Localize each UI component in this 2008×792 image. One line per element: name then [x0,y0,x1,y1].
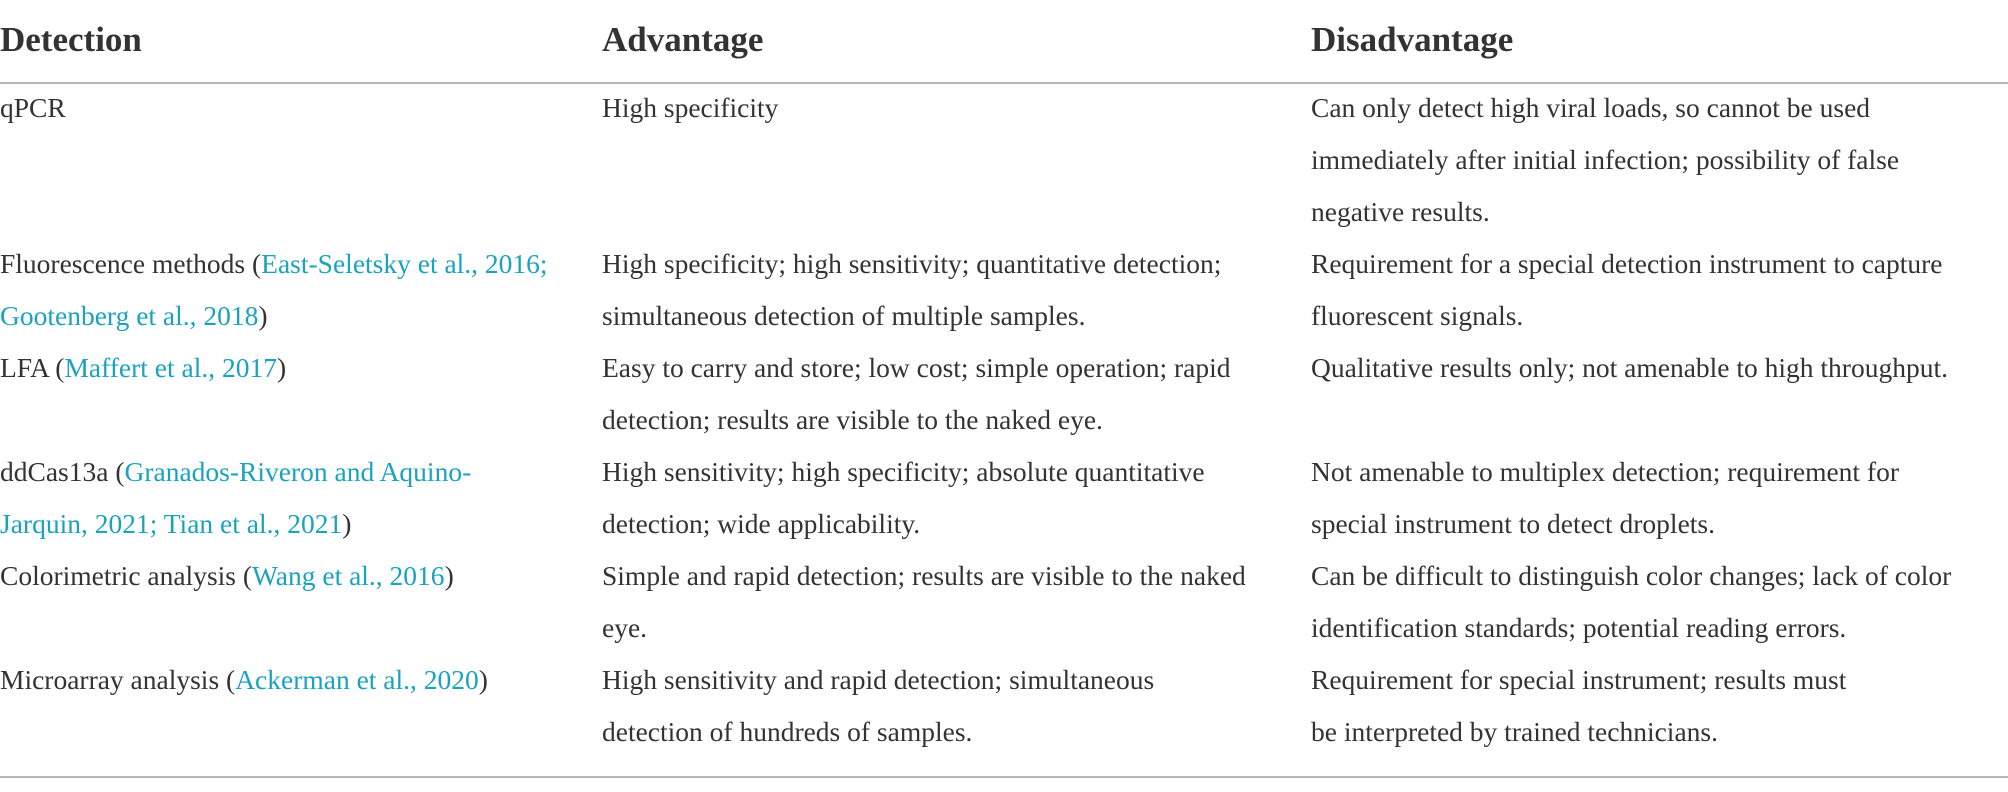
disadvantage-cell [1311,82,2001,238]
header-detection: Detection [0,20,142,59]
advantage-cell [602,82,1292,134]
table-row [0,654,2008,758]
detection-cell [0,550,590,602]
paren-close: ) [342,508,352,539]
advantage-text: High sensitivity; high specificity; absolute quantitative [602,456,1205,487]
advantage-text: Easy to carry and store; low cost; simple operation; rapid [602,352,1231,383]
table-header [0,0,2008,84]
disadvantage-cell [1311,654,2001,758]
citation-link[interactable]: Granados-Riveron and Aquino- [124,456,472,487]
advantage-cell [602,342,1292,446]
table-row [0,550,2008,654]
disadvantage-text: identification standards; potential reading errors. [1311,612,1847,643]
paren-close: ) [478,664,488,695]
advantage-text: detection; wide applicability. [602,508,921,539]
disadvantage-text: fluorescent signals. [1311,300,1524,331]
paren-close: ) [258,300,268,331]
citation-link[interactable]: East-Seletsky et al., 2016; [261,248,548,279]
disadvantage-cell [1311,446,2001,550]
citation-link[interactable]: Gootenberg et al., 2018 [0,300,259,331]
detection-name: ddCas13a ( [0,456,125,487]
detection-name: LFA ( [0,352,65,383]
detection-cell [0,342,590,394]
detection-name: Colorimetric analysis ( [0,560,253,591]
detection-name: qPCR [0,92,66,123]
advantage-cell [602,550,1292,654]
detection-cell [0,654,590,706]
disadvantage-text: Requirement for special instrument; results must [1311,664,1847,695]
table-row [0,82,2008,238]
disadvantage-text: negative results. [1311,196,1490,227]
citation-link[interactable]: Maffert et al., 2017 [64,352,277,383]
detection-name: Microarray analysis ( [0,664,236,695]
disadvantage-text: be interpreted by trained technicians. [1311,716,1718,747]
table-row [0,342,2008,446]
table-row [0,238,2008,342]
disadvantage-text: Can only detect high viral loads, so cannot be used [1311,92,1871,123]
advantage-cell [602,446,1292,550]
disadvantage-cell [1311,550,2001,654]
header-advantage: Advantage [602,20,764,59]
advantage-text: High specificity [602,92,779,123]
paren-close: ) [277,352,287,383]
advantage-cell [602,238,1292,342]
disadvantage-text: Can be difficult to distinguish color changes; lack of color [1311,560,1952,591]
disadvantage-cell [1311,238,2001,342]
paren-close: ) [444,560,454,591]
table-row [0,446,2008,550]
disadvantage-text: Requirement for a special detection instrument to capture [1311,248,1943,279]
disadvantage-text: immediately after initial infection; possibility of false [1311,144,1900,175]
disadvantage-text: Qualitative results only; not amenable to high throughput. [1311,352,1948,383]
disadvantage-text: Not amenable to multiplex detection; requirement for [1311,456,1900,487]
detection-name: Fluorescence methods ( [0,248,262,279]
advantage-text: detection of hundreds of samples. [602,716,973,747]
advantage-text: High specificity; high sensitivity; quantitative detection; [602,248,1222,279]
detection-cell [0,446,590,550]
table-bottom-rule [0,776,2008,778]
citation-link[interactable]: Wang et al., 2016 [252,560,445,591]
citation-link[interactable]: Ackerman et al., 2020 [235,664,479,695]
disadvantage-text: special instrument to detect droplets. [1311,508,1715,539]
advantage-text: High sensitivity and rapid detection; simultaneous [602,664,1155,695]
advantage-text: simultaneous detection of multiple samples. [602,300,1086,331]
advantage-text: detection; results are visible to the naked eye. [602,404,1103,435]
detection-cell [0,82,590,134]
citation-link[interactable]: Jarquin, 2021; Tian et al., 2021 [0,508,343,539]
advantage-text: eye. [602,612,648,643]
advantage-cell [602,654,1292,758]
detection-cell [0,238,590,342]
header-disadvantage: Disadvantage [1311,20,1514,59]
advantage-text: Simple and rapid detection; results are visible to the naked [602,560,1246,591]
disadvantage-cell [1311,342,2001,394]
